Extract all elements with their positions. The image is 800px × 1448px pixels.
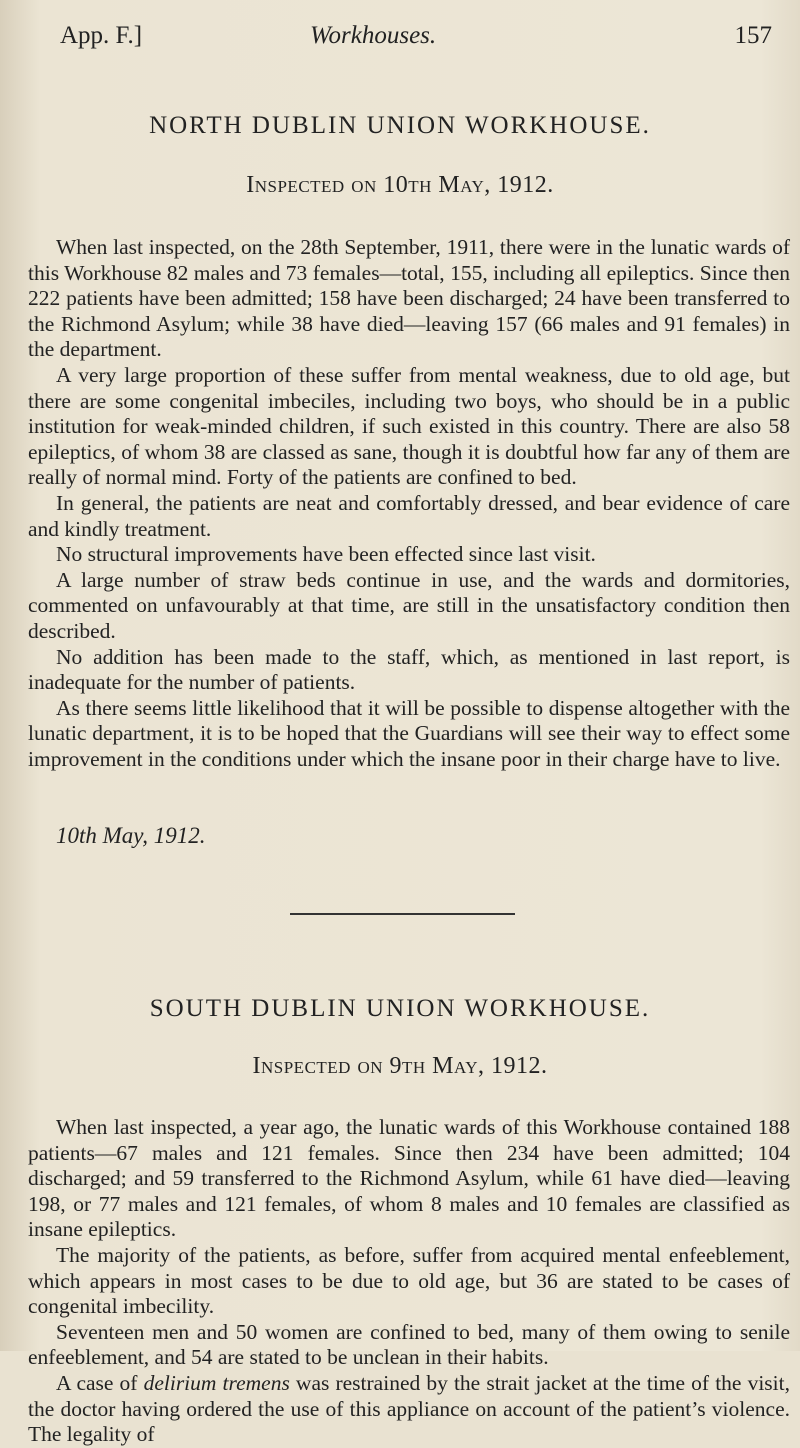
south-p4-rest: was restrained by the strait jacket at the time of the visit, the doctor having ordered the use of this appliance on account of the patient’s violence. The legality of xyxy=(28,1370,790,1447)
south-section-title: SOUTH DUBLIN UNION WORKHOUSE. xyxy=(149,995,651,1022)
south-body xyxy=(28,1115,790,1448)
header-section-title: Workhouses. xyxy=(310,22,437,49)
north-paragraph: As there seems little likelihood that it will be possible to dispense altogether with the lunatic department, it is to be hoped that the Guardians will see their way to effect some improvement in the conditions under which the insane poor in their charge have to live. xyxy=(28,695,790,771)
section-divider xyxy=(290,913,515,915)
north-paragraph: No structural improvements have been effected since last visit. xyxy=(56,542,596,567)
north-paragraph: A very large proportion of these suffer from mental weakness, due to old age, but there are some congenital imbeciles, including two boys, who should be in a public institution for weak-minded children, if such existed in this country. There are also 58 epileptics, of whom 38 are classed as sane, though it is doubtful how far any of them are really of normal mind. Forty of the patients are confined to bed. xyxy=(28,362,790,490)
south-paragraph: When last inspected, a year ago, the lunatic wards of this Workhouse contained 188 patients—67 males and 121 females. Since then 234 have been admitted; 104 discharged; and 59 transferred to the Richmond Asylum, while 61 have died—leaving 198, or 77 males and 121 females, of whom 8 males and 10 females are classified as insane epileptics. xyxy=(28,1115,790,1242)
south-p4-start: A case of xyxy=(56,1370,144,1395)
running-header xyxy=(60,22,772,62)
north-paragraph: A large number of straw beds continue in use, and the wards and dormitories, commented on unfavourably at that time, are still in the unsatisfactory condition then described. xyxy=(28,567,790,643)
delirium-tremens-term: delirium tremens xyxy=(143,1370,290,1395)
north-paragraph: No addition has been made to the staff, which, as mentioned in last report, is inadequate for the number of patients. xyxy=(28,644,790,695)
north-paragraph: When last inspected, on the 28th September, 1911, there were in the lunatic wards of this Workhouse 82 males and 73 females—total, 155, including all epileptics. Since then 222 patients have been admitted; 158 have been discharged; 24 have been transferred to the Richmond Asylum; while 38 have died—leaving 157 (66 males and 91 females) in the department. xyxy=(28,235,790,362)
north-body xyxy=(28,235,790,772)
north-signoff-date: 10th May, 1912. xyxy=(56,823,206,848)
south-paragraph: The majority of the patients, as before, suffer from acquired mental enfeeblement, which appears in most cases to be due to old age, but 36 are stated to be cases of congenital imbecility. xyxy=(28,1242,790,1319)
south-paragraph: Seventeen men and 50 women are confined to bed, many of them owing to senile enfeeblement, and 54 are stated to be unclean in their habits. xyxy=(28,1319,790,1370)
header-appendix-label: App. F.] xyxy=(60,22,143,49)
north-section-title: NORTH DUBLIN UNION WORKHOUSE. xyxy=(149,112,651,139)
page-number: 157 xyxy=(734,22,772,49)
south-inspected-date: Inspected on 9th May, 1912. xyxy=(252,1053,548,1079)
north-paragraph: In general, the patients are neat and comfortably dressed, and bear evidence of care and kindly treatment. xyxy=(28,490,790,541)
south-paragraph xyxy=(28,1371,790,1448)
north-inspected-date: Inspected on 10th May, 1912. xyxy=(246,172,554,198)
